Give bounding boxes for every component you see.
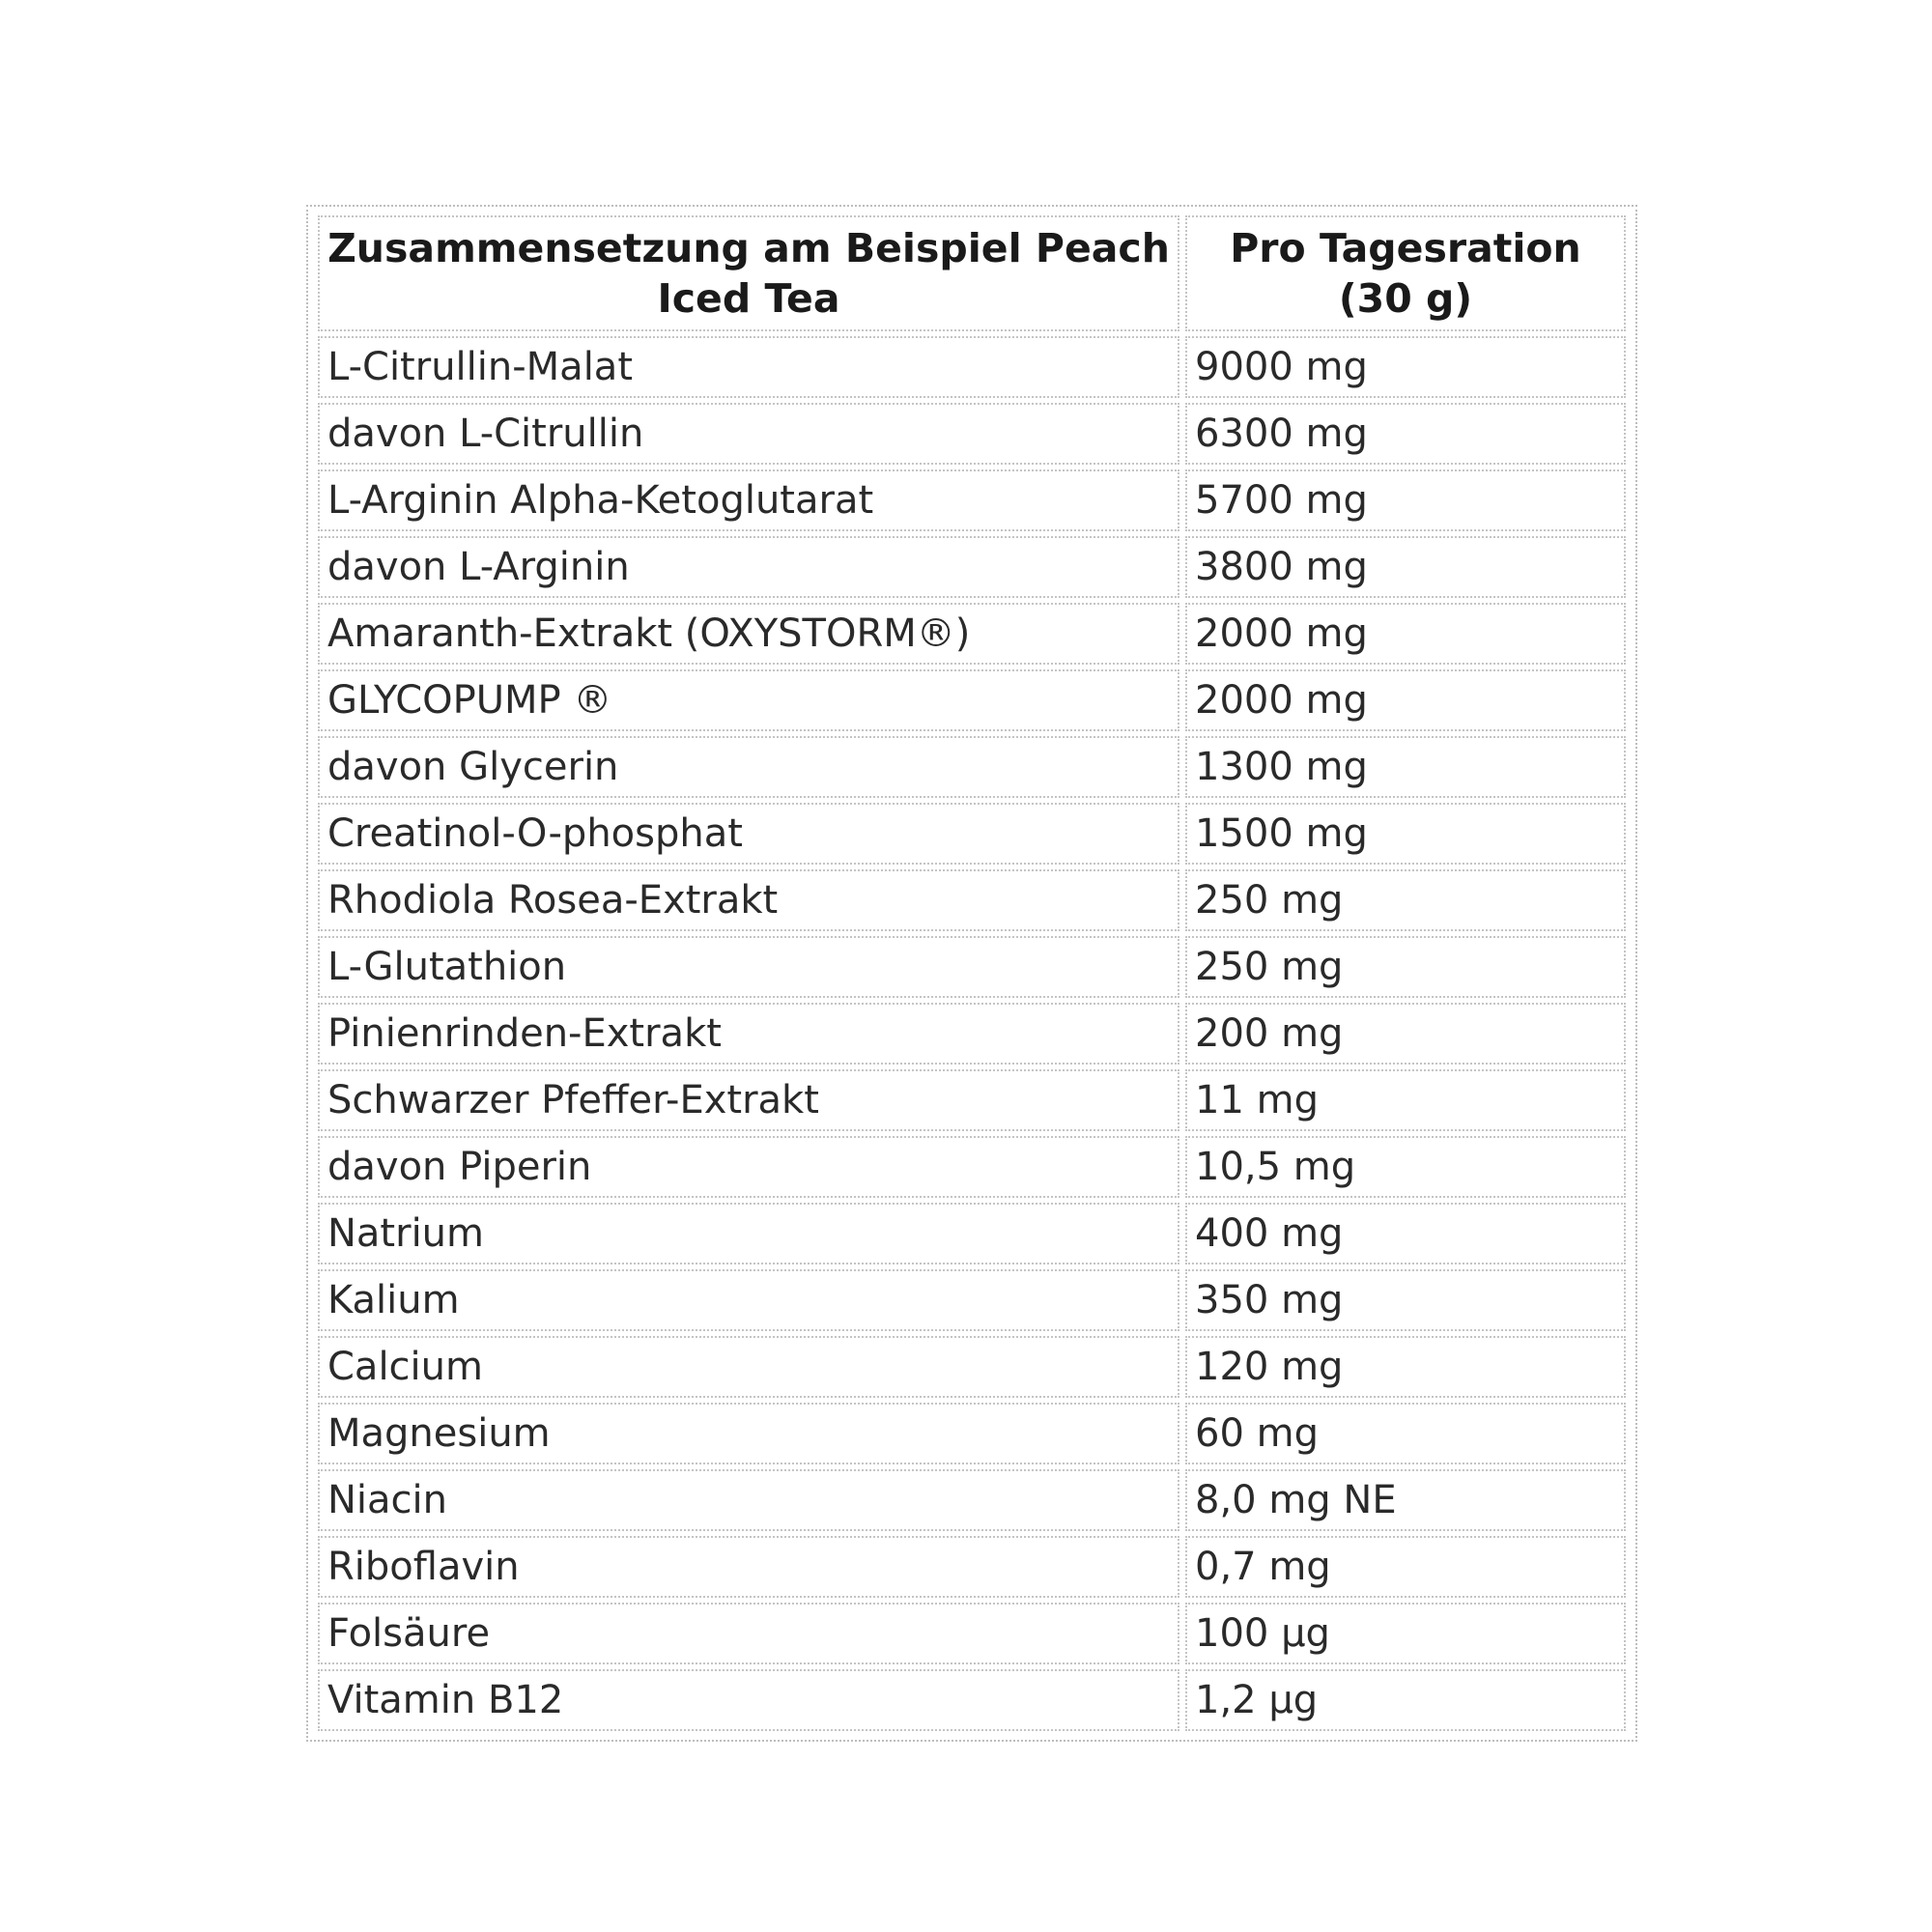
table-row [318,1469,1626,1531]
amount-cell: 0,7 mg [1185,1536,1626,1598]
ingredient-cell: Pinienrinden-Extrakt [318,1003,1179,1065]
table-row [318,1069,1626,1131]
header-amount: Pro Tagesration (30 g) [1185,215,1626,331]
table-row [318,1603,1626,1664]
ingredient-cell: Folsäure [318,1603,1179,1664]
table-row [318,1269,1626,1331]
amount-cell: 1300 mg [1185,736,1626,798]
amount-cell: 100 µg [1185,1603,1626,1664]
ingredient-cell: davon L-Arginin [318,536,1179,598]
table-row [318,1003,1626,1065]
table-row [318,936,1626,998]
amount-cell: 5700 mg [1185,469,1626,531]
amount-cell: 10,5 mg [1185,1136,1626,1198]
amount-cell: 200 mg [1185,1003,1626,1065]
amount-cell: 60 mg [1185,1403,1626,1464]
ingredient-cell: davon Piperin [318,1136,1179,1198]
table-row [318,1536,1626,1598]
ingredient-cell: GLYCOPUMP ® [318,669,1179,731]
ingredient-cell: Vitamin B12 [318,1669,1179,1731]
ingredient-cell: davon L-Citrullin [318,403,1179,465]
table-row [318,403,1626,465]
amount-cell: 2000 mg [1185,603,1626,665]
table-row [318,336,1626,398]
ingredient-cell: Calcium [318,1336,1179,1398]
amount-cell: 1,2 µg [1185,1669,1626,1731]
table-row [318,736,1626,798]
amount-cell: 3800 mg [1185,536,1626,598]
ingredient-cell: Schwarzer Pfeffer-Extrakt [318,1069,1179,1131]
ingredient-cell: Creatinol-O-phosphat [318,803,1179,865]
table-row [318,1203,1626,1264]
table-row [318,669,1626,731]
table-header-row [318,215,1626,331]
ingredient-cell: Riboflavin [318,1536,1179,1598]
table-row [318,536,1626,598]
amount-cell: 250 mg [1185,936,1626,998]
table-row [318,1136,1626,1198]
amount-cell: 2000 mg [1185,669,1626,731]
amount-cell: 120 mg [1185,1336,1626,1398]
amount-cell: 11 mg [1185,1069,1626,1131]
composition-table [312,211,1632,1736]
amount-cell: 350 mg [1185,1269,1626,1331]
ingredient-cell: Natrium [318,1203,1179,1264]
ingredient-cell: Rhodiola Rosea-Extrakt [318,869,1179,931]
ingredient-cell: L-Glutathion [318,936,1179,998]
header-ingredient: Zusammensetzung am Beispiel Peach Iced Tea [318,215,1179,331]
ingredient-cell: davon Glycerin [318,736,1179,798]
ingredient-cell: Amaranth-Extrakt (OXYSTORM®) [318,603,1179,665]
amount-cell: 250 mg [1185,869,1626,931]
table-body [318,336,1626,1731]
table-row [318,1403,1626,1464]
table-row [318,1336,1626,1398]
amount-cell: 9000 mg [1185,336,1626,398]
ingredient-cell: L-Arginin Alpha-Ketoglutarat [318,469,1179,531]
amount-cell: 400 mg [1185,1203,1626,1264]
table-row [318,1669,1626,1731]
ingredient-cell: Kalium [318,1269,1179,1331]
table-row [318,869,1626,931]
table-row [318,803,1626,865]
ingredient-cell: Magnesium [318,1403,1179,1464]
table-row [318,603,1626,665]
amount-cell: 1500 mg [1185,803,1626,865]
amount-cell: 6300 mg [1185,403,1626,465]
composition-table-container [306,205,1637,1742]
amount-cell: 8,0 mg NE [1185,1469,1626,1531]
ingredient-cell: L-Citrullin-Malat [318,336,1179,398]
ingredient-cell: Niacin [318,1469,1179,1531]
table-row [318,469,1626,531]
